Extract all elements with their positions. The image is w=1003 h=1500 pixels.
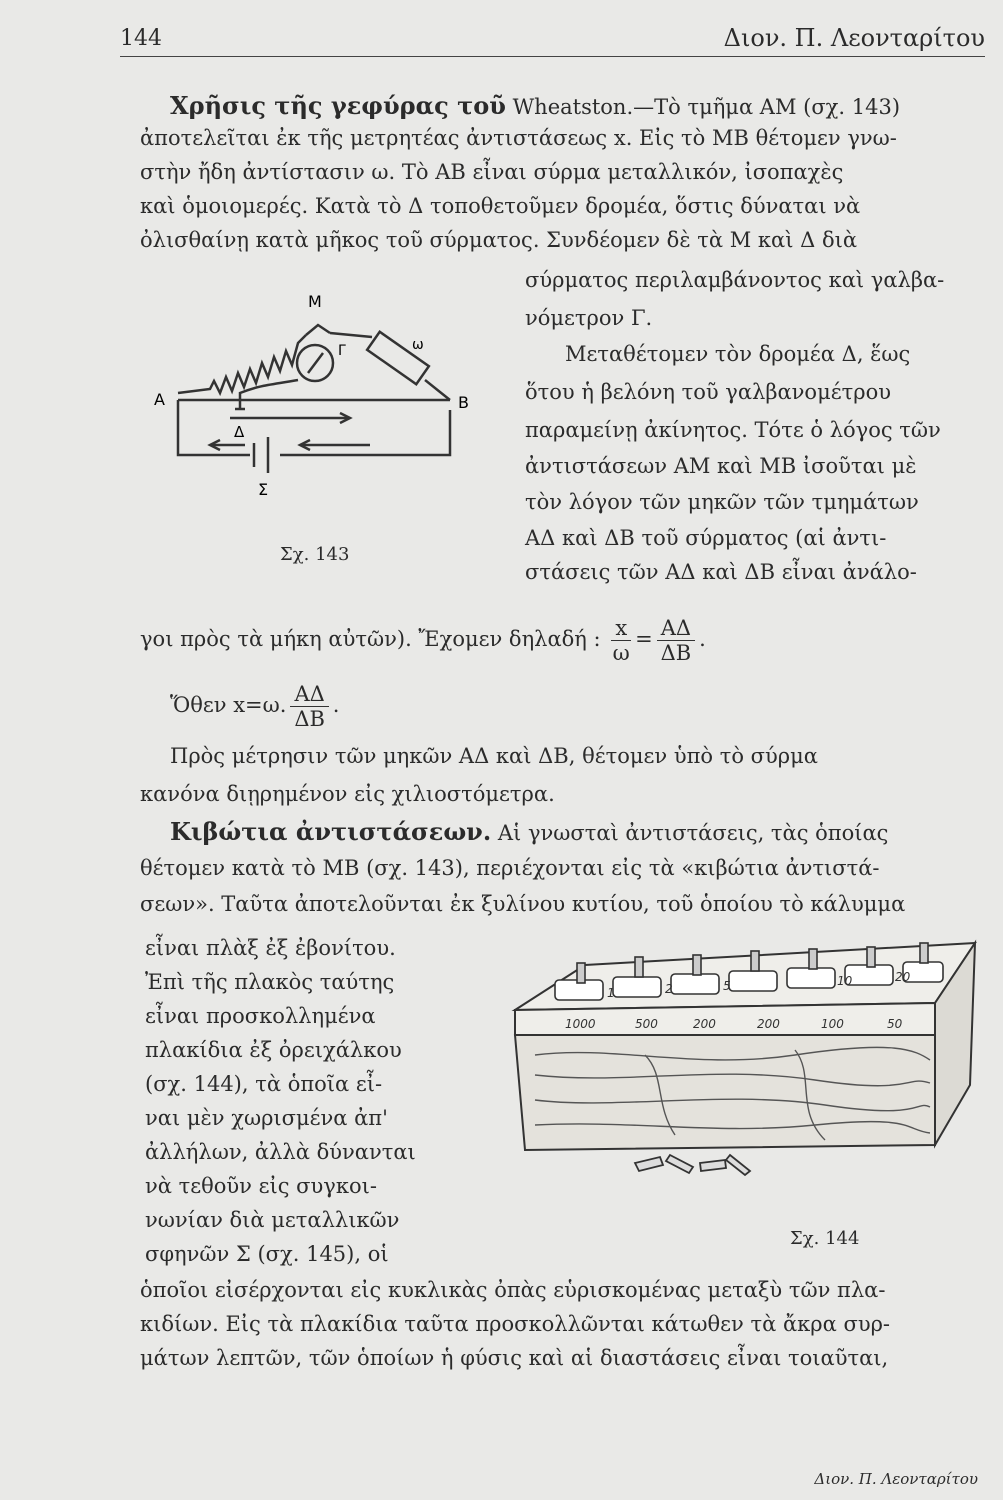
fraction-ad-over-db xyxy=(657,616,695,665)
paragraph-line: παραμείνῃ ἀκίνητος. Τότε ὁ λόγος τῶν xyxy=(525,418,941,442)
paragraph-line: εἶναι προσκολλημένα xyxy=(145,1004,376,1028)
resistance-label: 100 xyxy=(821,1017,844,1031)
loose-plug xyxy=(666,1155,693,1173)
plug xyxy=(577,963,585,983)
fraction-denominator: ΔΒ xyxy=(660,641,692,665)
paragraph-text: Αἱ γνωσταὶ ἀντιστάσεις, τὰς ὁποίας xyxy=(497,821,889,845)
paragraph-line: στὴν ἤδη ἀντίστασιν ω. Τὸ ΑΒ εἶναι σύρμα μεταλλικόν, ἰσοπαχὲς xyxy=(140,160,844,184)
equation-prefix: Ὅθεν x=ω. xyxy=(170,693,287,717)
wheatstone-bridge-diagram xyxy=(150,285,500,515)
section-heading: Χρῆσις τῆς γεφύρας τοῦ xyxy=(170,91,506,120)
plate-label: 10 xyxy=(837,974,853,988)
plug xyxy=(635,957,643,977)
resistance-label: 50 xyxy=(887,1017,903,1031)
paragraph-line: ἀλλήλων, ἀλλὰ δύνανται xyxy=(145,1140,416,1164)
equation-line xyxy=(170,682,339,731)
running-head: Διον. Π. Λεονταρίτου xyxy=(723,24,985,52)
plate-label: 5 xyxy=(723,979,731,993)
paragraph-line: Πρὸς μέτρησιν τῶν μηκῶν ΑΔ καὶ ΔΒ, θέτομεν ὑπὸ τὸ σύρμα xyxy=(170,744,818,768)
plate-label: 1 xyxy=(607,986,615,1000)
paragraph-text: Wheatston.—Τὸ τμῆμα ΑΜ (σχ. 143) xyxy=(512,95,901,119)
brass-plate xyxy=(613,977,661,997)
page-header xyxy=(120,20,985,57)
paragraph-line: κιδίων. Εἰς τὰ πλακίδια ταῦτα προσκολλῶνται κάτωθεν τὰ ἄκρα συρ- xyxy=(140,1312,891,1336)
label-a: Α xyxy=(154,390,165,409)
resistance-box-illustration xyxy=(495,935,985,1195)
label-s: Σ xyxy=(258,480,269,499)
paragraph-line: εἶναι πλὰξ ἐξ ἐβονίτου. xyxy=(145,936,396,960)
paragraph-line: τὸν λόγον τῶν μηκῶν τῶν τμημάτων xyxy=(525,490,919,514)
paragraph-line: ναι μὲν χωρισμένα ἀπ' xyxy=(145,1106,388,1130)
paragraph-line: σύρματος περιλαμβάνοντος καὶ γαλβα- xyxy=(525,268,945,292)
paragraph-line: θέτομεν κατὰ τὸ ΜΒ (σχ. 143), περιέχονται εἰς τὰ «κιβώτια ἀντιστά- xyxy=(140,856,880,880)
plug xyxy=(920,943,928,963)
resistance-label: 200 xyxy=(757,1017,780,1031)
paragraph-line: ἀντιστάσεων ΑΜ καὶ ΜΒ ἰσοῦται μὲ xyxy=(525,454,917,478)
plug xyxy=(693,955,701,975)
wire-mb xyxy=(330,333,372,337)
fraction-denominator: ΔΒ xyxy=(294,707,325,731)
paragraph-line: κανόνα διῃρημένον εἰς χιλιοστόμετρα. xyxy=(140,782,555,806)
page-number: 144 xyxy=(120,26,162,51)
label-m: Μ xyxy=(308,292,322,311)
figure-caption: Σχ. 144 xyxy=(790,1228,860,1249)
galvanometer-wire xyxy=(240,380,298,409)
wire-m xyxy=(306,325,330,335)
unknown-resistor-coil xyxy=(178,335,306,393)
label-d: Δ xyxy=(234,423,245,441)
paragraph-line: καὶ ὁμοιομερές. Κατὰ τὸ Δ τοποθετοῦμεν δρομέα, ὅστις δύναται νὰ xyxy=(140,194,861,218)
section-heading: Κιβώτια ἀντιστάσεων. xyxy=(170,817,492,846)
brass-plate xyxy=(671,974,719,994)
brass-plate xyxy=(787,968,835,988)
fraction-ad-over-db xyxy=(290,682,328,731)
resistance-label: 500 xyxy=(635,1017,658,1031)
label-b: Β xyxy=(458,393,469,412)
label-g: Γ xyxy=(338,343,346,359)
paragraph-line: νὰ τεθοῦν εἰς συγκοι- xyxy=(145,1174,377,1198)
resistance-label: 200 xyxy=(693,1017,716,1031)
paragraph-line xyxy=(140,616,706,665)
plate-label: 2 xyxy=(665,982,673,996)
paragraph-line: Ἐπὶ τῆς πλακὸς ταύτης xyxy=(145,970,395,994)
equals-sign: = xyxy=(635,627,653,651)
equation-period: . xyxy=(332,693,340,717)
paragraph-line: ὅτου ἡ βελόνη τοῦ γαλβανομέτρου xyxy=(525,380,891,404)
paragraph-line: σεων». Ταῦτα ἀποτελοῦνται ἐκ ξυλίνου κυτίου, τοῦ ὁποίου τὸ κάλυμμα xyxy=(140,892,906,916)
loose-plug xyxy=(635,1157,663,1171)
footer-signature: Διον. Π. Λεονταρίτου xyxy=(814,1470,978,1488)
figure-caption: Σχ. 143 xyxy=(280,544,350,565)
paragraph-line: ὀλισθαίνῃ κατὰ μῆκος τοῦ σύρματος. Συνδέομεν δὲ τὰ Μ καὶ Δ διὰ xyxy=(140,228,858,252)
plug xyxy=(751,951,759,971)
plug xyxy=(867,947,875,967)
equation-period: . xyxy=(699,627,706,651)
paragraph-line: μάτων λεπτῶν, τῶν ὁποίων ἡ φύσις καὶ αἱ διαστάσεις εἶναι τοιαῦται, xyxy=(140,1346,889,1370)
wire-b xyxy=(425,380,450,400)
fraction-x-over-omega xyxy=(611,616,631,665)
paragraph-line: (σχ. 144), τὰ ὁποῖα εἶ- xyxy=(145,1072,383,1096)
galvanometer-needle xyxy=(308,353,323,373)
brass-plate xyxy=(729,971,777,991)
paragraph-line: νωνίαν διὰ μεταλλικῶν xyxy=(145,1208,400,1232)
fraction-denominator: ω xyxy=(612,641,630,665)
loose-plug xyxy=(726,1155,750,1175)
fraction-numerator: ΑΔ xyxy=(290,682,328,707)
paragraph-line: ὁποῖοι εἰσέρχονται εἰς κυκλικὰς ὀπὰς εὑρισκομένας μεταξὺ τῶν πλα- xyxy=(140,1278,886,1302)
plate-label: 20 xyxy=(895,970,911,984)
resistance-label: 1000 xyxy=(565,1017,596,1031)
paragraph-line: σφηνῶν Σ (σχ. 145), οἱ xyxy=(145,1242,389,1266)
fraction-numerator: x xyxy=(611,616,631,641)
paragraph-line: πλακίδια ἐξ ὀρειχάλκου xyxy=(145,1038,402,1062)
paragraph-line: ἀποτελεῖται ἐκ τῆς μετρητέας ἀντιστάσεως x. Εἰς τὸ ΜΒ θέτομεν γνω- xyxy=(140,126,897,150)
paragraph-line: Μεταθέτομεν τὸν δρομέα Δ, ἕως xyxy=(565,342,911,366)
plug xyxy=(809,949,817,969)
loose-plugs xyxy=(635,1155,750,1175)
paragraph-line: ΑΔ καὶ ΔΒ τοῦ σύρματος (αἱ ἀντι- xyxy=(525,526,887,550)
loose-plug xyxy=(700,1160,726,1171)
paragraph-line xyxy=(170,92,900,121)
label-omega: ω xyxy=(412,337,424,353)
paragraph-line: στάσεις τῶν ΑΔ καὶ ΔΒ εἶναι ἀνάλο- xyxy=(525,560,917,584)
fraction-numerator: ΑΔ xyxy=(657,616,695,641)
paragraph-line: νόμετρον Γ. xyxy=(525,306,653,330)
paragraph-text: γοι πρὸς τὰ μήκη αὐτῶν). Ἔχομεν δηλαδή : xyxy=(140,627,601,651)
paragraph-line xyxy=(170,818,888,847)
